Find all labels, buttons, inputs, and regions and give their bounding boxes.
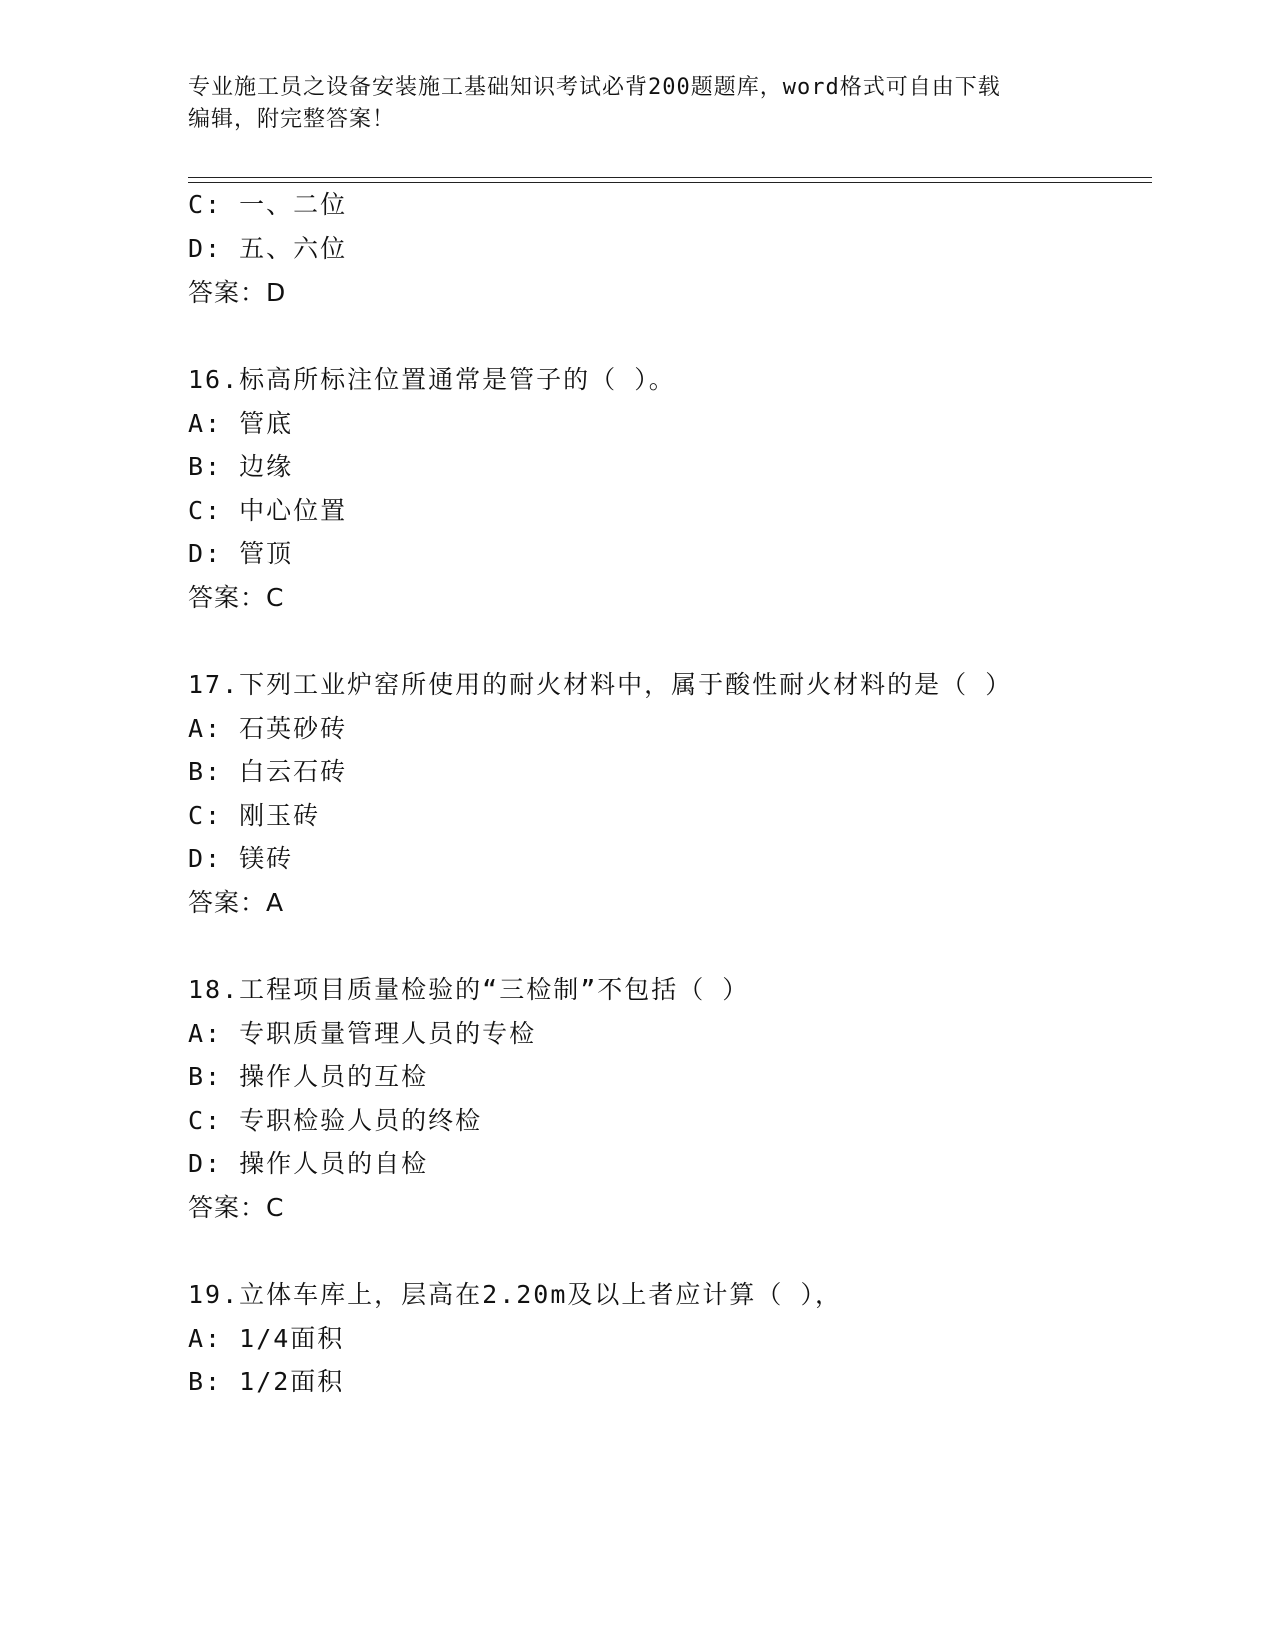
option-b: B: 操作人员的互检 — [188, 1062, 429, 1091]
option-c: C: 专职检验人员的终检 — [188, 1106, 483, 1135]
option-a: A: 管底 — [188, 409, 294, 438]
question-stem: 16.标高所标注位置通常是管子的（ ）。 — [188, 365, 676, 394]
option-b: B: 1/2面积 — [188, 1367, 345, 1396]
question-stem: 18.工程项目质量检验的“三检制”不包括（ ） — [188, 975, 750, 1004]
question-stem: 17.下列工业炉窑所使用的耐火材料中，属于酸性耐火材料的是（ ） — [188, 670, 1013, 699]
header-title-line1: 专业施工员之设备安装施工基础知识考试必背200题题库，word格式可自由下载 — [188, 75, 1001, 100]
option-a: A: 专职质量管理人员的专检 — [188, 1019, 537, 1048]
header-rule-top — [188, 177, 1152, 178]
answer-text: 答案：C — [188, 1193, 285, 1222]
option-b: B: 白云石砖 — [188, 757, 348, 786]
option-c: C: 中心位置 — [188, 496, 348, 525]
document-header — [188, 72, 1088, 136]
question-stem: 19.立体车库上，层高在2.20m及以上者应计算（ ）， — [188, 1280, 842, 1309]
option-a: A: 石英砂砖 — [188, 714, 348, 743]
option-d: D: 管顶 — [188, 539, 294, 568]
option-a: A: 1/4面积 — [188, 1324, 345, 1353]
option-d: D: 镁砖 — [188, 844, 294, 873]
header-rule-bottom — [188, 182, 1152, 183]
option-d: D: 五、六位 — [188, 234, 348, 263]
option-b: B: 边缘 — [188, 452, 294, 481]
option-c: C: 一、二位 — [188, 190, 348, 219]
option-c: C: 刚玉砖 — [188, 801, 321, 830]
answer-text: 答案：A — [188, 888, 285, 917]
header-title-line2: 编辑，附完整答案！ — [188, 107, 396, 132]
answer-text: 答案：C — [188, 583, 285, 612]
option-d: D: 操作人员的自检 — [188, 1149, 429, 1178]
answer-text: 答案：D — [188, 278, 287, 307]
